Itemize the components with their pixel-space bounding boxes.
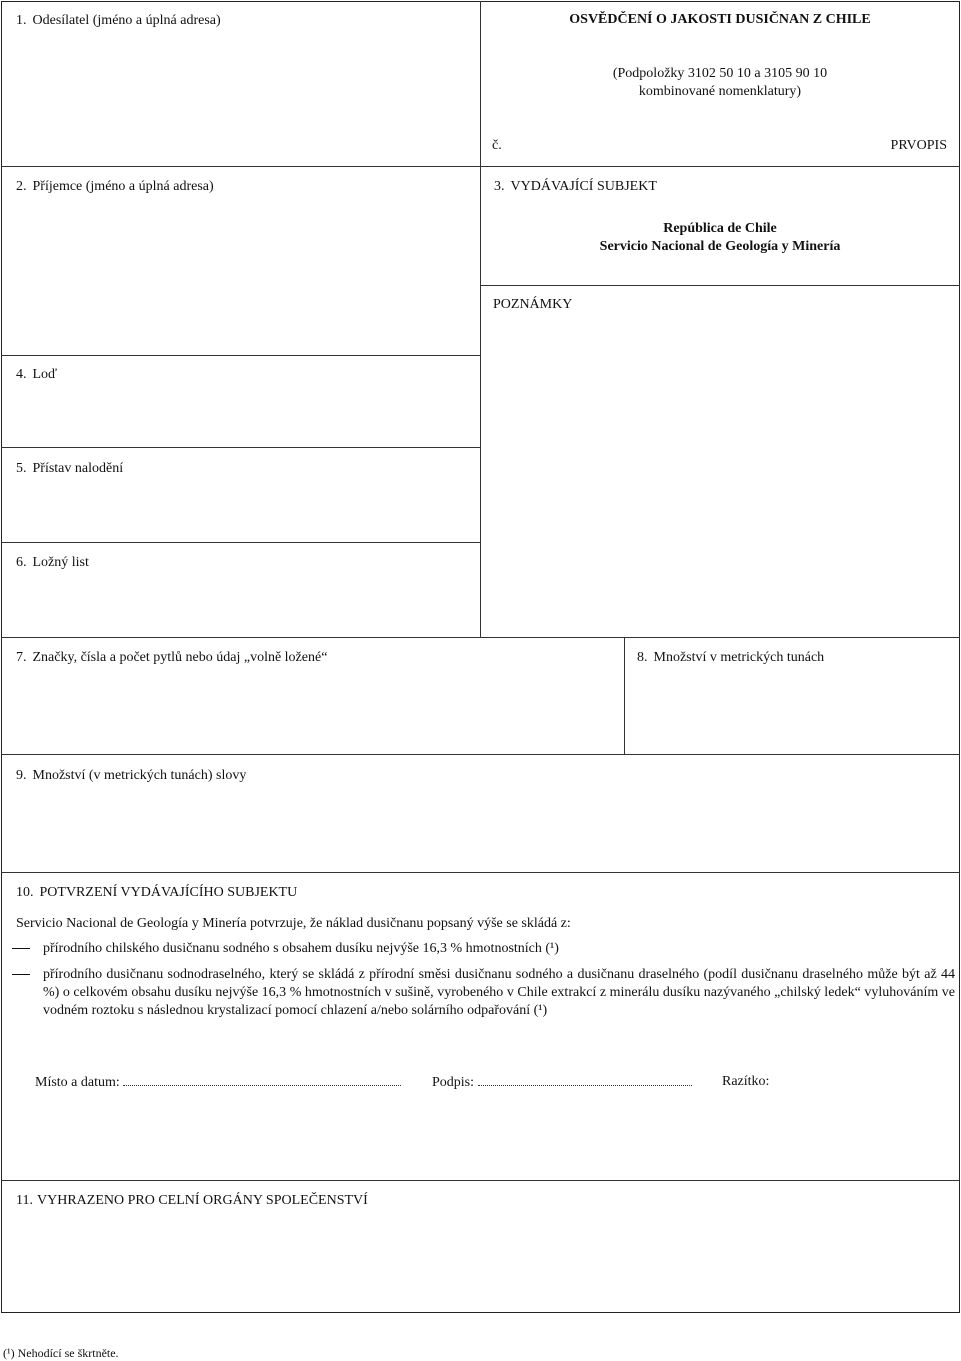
divider-box7-bottom — [1, 754, 960, 755]
box2-label-text: Příjemce (jméno a úplná adresa) — [32, 179, 214, 194]
box1-number: 1. — [16, 13, 27, 28]
stamp-label: Razítko: — [722, 1074, 770, 1089]
box1-label-text: Odesílatel (jméno a úplná adresa) — [32, 13, 221, 28]
box9-number: 9. — [16, 768, 27, 783]
certificate-subtitle-line2: kombinované nomenklatury) — [638, 84, 802, 99]
box11-label-text: VYHRAZENO PRO CELNÍ ORGÁNY SPOLEČENSTVÍ — [36, 1193, 368, 1208]
divider-box1-bottom — [1, 166, 960, 167]
item1-dash — [12, 948, 30, 949]
box10-label-text: POTVRZENÍ VYDÁVAJÍCÍHO SUBJEKTU — [39, 885, 298, 900]
box3-number: 3. — [494, 179, 505, 194]
place-date-line[interactable] — [123, 1073, 401, 1086]
box2-label — [16, 178, 214, 196]
place-date-field — [35, 1073, 401, 1092]
copy-label: PRVOPIS — [890, 138, 947, 153]
box6-number: 6. — [16, 555, 27, 570]
divider-box9-bottom — [1, 872, 960, 873]
box9-label — [16, 767, 246, 785]
divider-box10-bottom — [1, 1180, 960, 1181]
certificate-subtitle-line1: (Podpoložky 3102 50 10 a 3105 90 10 — [612, 66, 828, 81]
box7-label — [16, 649, 327, 667]
box7-label-text: Značky, čísla a počet pytlů nebo údaj „volně ložené“ — [32, 650, 328, 665]
divider-box5-bottom — [1, 542, 481, 543]
divider-box3-bottom — [480, 285, 960, 286]
box6-label-text: Ložný list — [32, 555, 89, 570]
signature-field — [432, 1073, 692, 1092]
divider-box4-bottom — [1, 447, 481, 448]
box11-number: 11. — [16, 1193, 33, 1208]
confirmation-intro: Servicio Nacional de Geología y Minería potvrzuje, že náklad dusičnanu popsaný výše se skládá z: — [16, 916, 571, 931]
divider-box6-bottom — [1, 637, 960, 638]
box4-number: 4. — [16, 367, 27, 382]
divider-vertical-box7-8 — [624, 637, 625, 754]
box5-number: 5. — [16, 461, 27, 476]
issuer-line2: Servicio Nacional de Geología y Minería — [599, 239, 841, 254]
signature-line[interactable] — [478, 1073, 692, 1086]
box3-label-text: VYDÁVAJÍCÍ SUBJEKT — [510, 179, 657, 194]
certificate-title: OSVĚDČENÍ O JAKOSTI DUSIČNAN Z CHILE — [569, 12, 871, 27]
box11-label — [16, 1192, 368, 1210]
issuer-line1: República de Chile — [663, 221, 777, 236]
box4-label — [16, 366, 57, 384]
box10-label — [16, 884, 297, 902]
box9-label-text: Množství (v metrických tunách) slovy — [32, 768, 247, 783]
confirmation-item1: přírodního chilského dusičnanu sodného s obsahem dusíku nejvýše 16,3 % hmotnostních (¹) — [43, 941, 559, 956]
item2-dash — [12, 974, 30, 975]
signature-label: Podpis: — [432, 1075, 475, 1090]
box8-number: 8. — [637, 650, 648, 665]
place-date-label: Místo a datum: — [35, 1075, 120, 1090]
box5-label — [16, 460, 123, 478]
box6-label — [16, 554, 89, 572]
box5-label-text: Přístav nalodění — [32, 461, 124, 476]
box8-label — [637, 649, 824, 667]
box2-number: 2. — [16, 179, 27, 194]
confirmation-item2: přírodního dusičnanu sodnodraselného, který se skládá z přírodní směsi dusičnanu sodného a dusičnanu draselného (podíl dusičnanu draselného může být až 44 %) o celkovém obsahu dusíku nejvýše 16,3 % hmotnostních v sušině, vyrobeného v Chile extrakcí z minerálu dusíku nazývaného „chilský ledek“ vyluhováním ve vodném roztoku s následnou krystalizací pomocí chlazení a/nebo solárního odpařování (¹) — [43, 967, 955, 1018]
box1-label — [16, 12, 221, 30]
divider-box2-bottom — [1, 355, 481, 356]
box4-label-text: Loď — [32, 367, 58, 382]
box10-number: 10. — [16, 885, 34, 900]
certificate-number-label: č. — [492, 138, 502, 153]
box7-number: 7. — [16, 650, 27, 665]
box3-label — [494, 178, 657, 196]
notes-label: POZNÁMKY — [493, 297, 573, 312]
footnote: (¹) Nehodící se škrtněte. — [3, 1346, 119, 1360]
box8-label-text: Množství v metrických tunách — [653, 650, 825, 665]
